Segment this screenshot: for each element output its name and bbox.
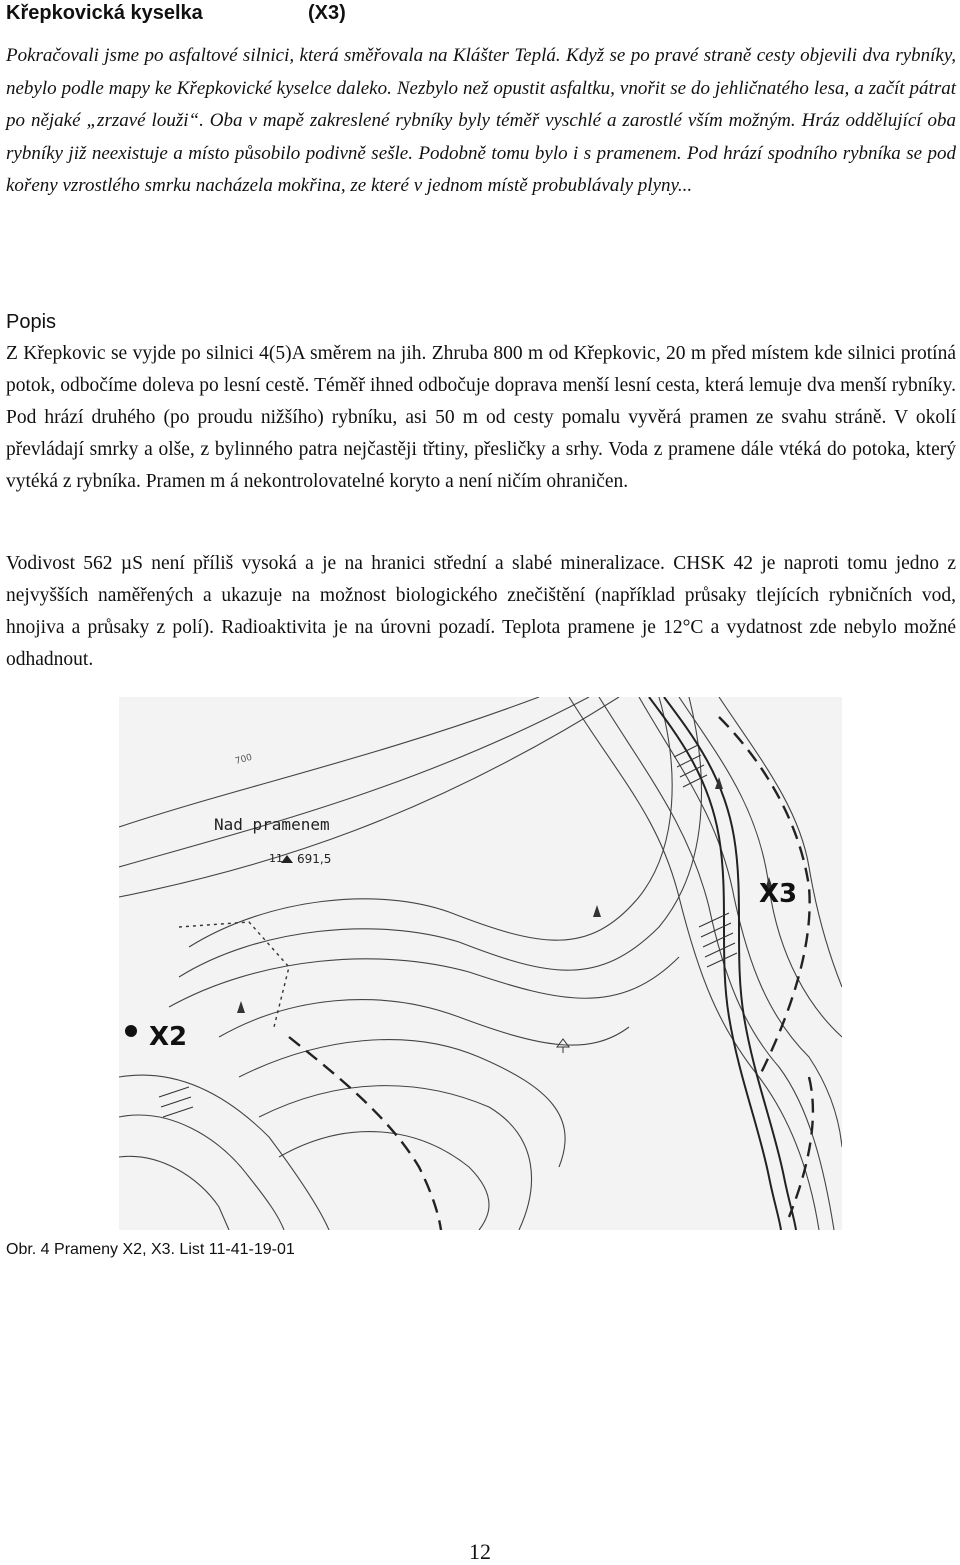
spot-height-value: 691,5 xyxy=(297,852,332,866)
section-title-popis: Popis xyxy=(6,311,57,333)
spring-label-x2: X2 xyxy=(149,1022,188,1052)
spring-name: Křepkovická kyselka xyxy=(6,2,203,24)
topographic-map xyxy=(119,697,842,1230)
page-number: 12 xyxy=(469,1539,491,1564)
spot-height-number: 11 xyxy=(269,852,283,865)
spring-code: (X3) xyxy=(308,2,346,24)
map-background xyxy=(119,697,842,1230)
contour-label: 700 xyxy=(234,752,254,767)
measurements-paragraph: Vodivost 562 µS není příliš vysoká a je na hranici střední a slabé mineralizace. CHSK 42 je naproti tomu jedno z nejvyšších naměřených a ukazuje na možnost biologického znečištění (například průsaky tlejících rybničních vod, hnojiva a průsaky z polí). Radioaktivita je na úrovni pozadí. Teplota pramene je 12°C a vydatnost zde nebylo možné odhadnout. xyxy=(6,553,956,670)
description-paragraph: Z Křepkovic se vyjde po silnici 4(5)A směrem na jih. Zhruba 800 m od Křepkovic, 20 m před místem kde silnici protíná potok, odbočíme doleva po lesní cestě. Téměř ihned odbočuje doprava menší lesní cesta, která lemuje dva menší rybníky. Pod hrází druhého (po proudu nižšího) rybníku, asi 50 m od cesty pomalu vyvěrá pramen ze svahu stráně. V okolí převládají smrky a olše, z bylinného patra nejčastěji třtiny, přesličky a srhy. Voda z pramene dále vtéká do potoka, který vytéká z rybníka. Pramen m á nekontrolovatelné koryto a není ničím ohraničen. xyxy=(6,343,956,492)
place-label: Nad pramenem xyxy=(214,815,330,834)
intro-paragraph: Pokračovali jsme po asfaltové silnici, která směřovala na Klášter Teplá. Když se po pravé straně cesty objevili dva rybníky, nebylo podle mapy ke Křepkovické kyselce daleko. Nezbylo než opustit asfaltku, vnořit se do jehličnatého lesa, a začít pátrat po nějaké „zrzavé louži“. Oba v mapě zakreslené rybníky byly téměř vyschlé a zarostlé vším možným. Hráz oddělující oba rybníky již neexistuje a místo působilo podivně sešle. Podobně tomu bylo i s pramenem. Pod hrází spodního rybníka se pod kořeny vzrostlého smrku nacházela mokřina, ze které v jednom místě probublávaly plyny... xyxy=(6,45,956,196)
figure-caption: Obr. 4 Prameny X2, X3. List 11-41-19-01 xyxy=(6,1241,295,1258)
spring-heading xyxy=(6,1,346,25)
spring-marker-icon xyxy=(125,1025,137,1037)
spring-label-x3: X3 xyxy=(759,879,798,909)
